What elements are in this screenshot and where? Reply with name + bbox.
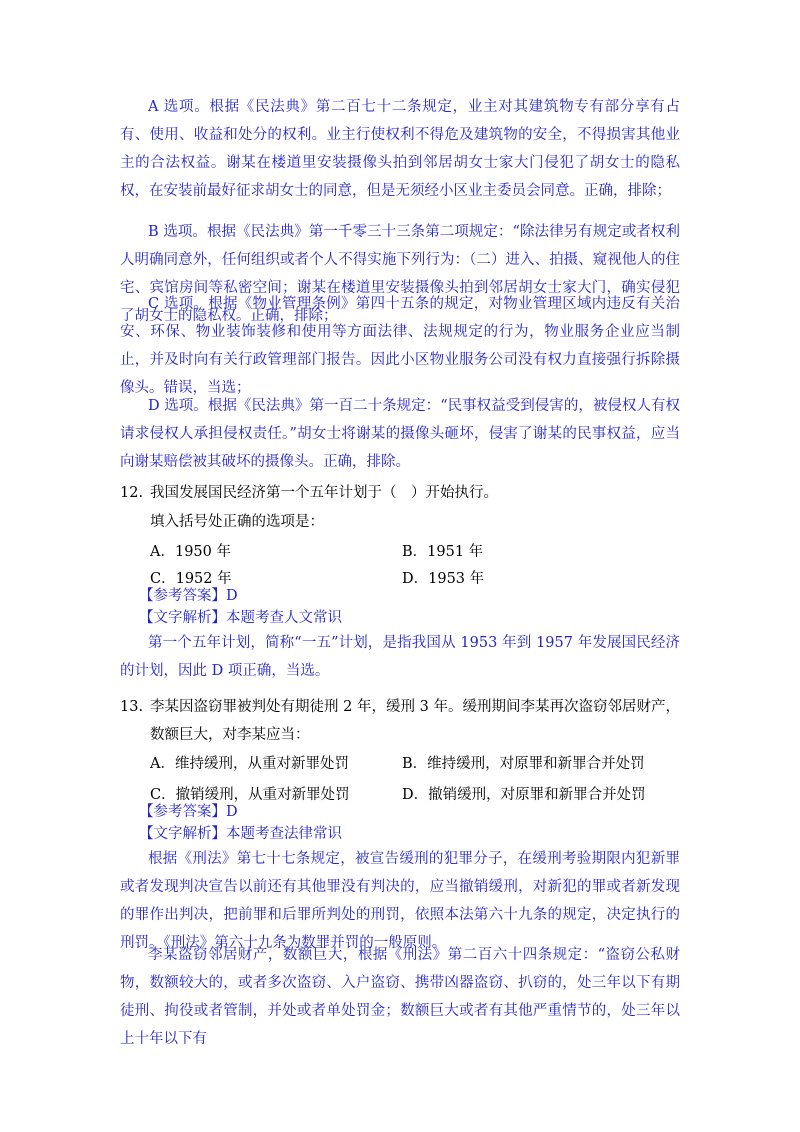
question-12-option-c: C．1952 年 [150,571,232,587]
question-13-number: 13. [120,699,144,715]
question-12-option-d: D．1953 年 [402,571,485,587]
question-13-option-d: D．撤销缓刑，对原罪和新罪合并处罚 [402,787,646,803]
explanation-option-d: D 选项。根据《民法典》第一百二十条规定：“民事权益受到侵害的，被侵权人有权请求侵权人承担侵权责任。”胡女士将谢某的摄像头砸坏，侵害了谢某的民事权益，应当向谢某赔偿被其破坏的摄像头。正确，排除。 [120,398,680,470]
question-13-analysis-2: 李某盗窃邻居财产，数额巨大，根据《刑法》第二百六十四条规定：“盗窃公私财物，数额较大的，或者多次盗窃、入户盗窃、携带凶器盗窃、扒窃的，处三年以下有期徒刑、拘役或者管制，并处或者单处罚金；数额巨大或者有其他严重情节的，处三年以上十年以下有 [120,947,680,1047]
question-12-option-b: B．1951 年 [402,544,484,560]
question-12-option-a: A．1950 年 [150,544,231,560]
question-13-analysis-title: 【文字解析】本题考查法律常识 [139,826,342,842]
explanation-option-c: C 选项。根据《物业管理条例》第四十五条的规定，对物业管理区域内违反有关治安、环保、物业装饰装修和使用等方面法律、法规规定的行为，物业服务企业应当制止，并及时向有关行政管理部门报告。因此小区物业服务公司没有权力直接强行拆除摄像头。错误，当选； [120,296,680,396]
question-13-stem: 李某因盗窃罪被判处有期徒刑 2 年，缓刑 3 年。缓刑期间李某再次盗窃邻居财产，数额巨大，对李某应当： [150,699,680,743]
question-13-option-b: B．维持缓刑，对原罪和新罪合并处罚 [402,756,645,772]
question-12-stem: 我国发展国民经济第一个五年计划于（ ）开始执行。 [150,485,498,501]
question-13-option-c: C．撤销缓刑，从重对新罪处罚 [150,787,350,803]
question-12-number: 12. [120,485,144,501]
explanation-option-b: B 选项。根据《民法典》第一千零三十三条第二项规定：“除法律另有规定或者权利人明确同意外，任何组织或者个人不得实施下列行为：（二）进入、拍摄、窥视他人的住宅、宾馆房间等私密空间；谢某在楼道里安装摄像头拍到邻居胡女士家大门，确实侵犯了胡女士的隐私权。正确，排除； [120,224,680,324]
question-13-analysis-1: 根据《刑法》第七十七条规定，被宣告缓刑的犯罪分子，在缓刑考验期限内犯新罪或者发现判决宣告以前还有其他罪没有判决的，应当撤销缓刑，对新犯的罪或者新发现的罪作出判决，把前罪和后罪所判处的刑罚，依照本法第六十九条的规定，决定执行的刑罚。《刑法》第六十九条为数罪并罚的一般原则。 [120,851,680,951]
question-12-analysis: 第一个五年计划，简称“一五”计划，是指我国从 1953 年到 1957 年发展国民经济的计划，因此 D 项正确，当选。 [120,635,680,679]
question-12-instruction: 填入括号处正确的选项是： [150,514,324,530]
question-12-answer: 【参考答案】D [139,588,238,604]
question-13-option-a: A．维持缓刑，从重对新罪处罚 [150,756,349,772]
question-13-answer: 【参考答案】D [139,804,238,820]
explanation-option-a: A 选项。根据《民法典》第二百七十二条规定，业主对其建筑物专有部分享有占有、使用、收益和处分的权利。业主行使权利不得危及建筑物的安全，不得损害其他业主的合法权益。谢某在楼道里安装摄像头拍到邻居胡女士家大门侵犯了胡女士的隐私权，在安装前最好征求胡女士的同意，但是无须经小区业主委员会同意。正确，排除； [120,99,680,199]
question-12-analysis-title: 【文字解析】本题考查人文常识 [139,610,342,626]
